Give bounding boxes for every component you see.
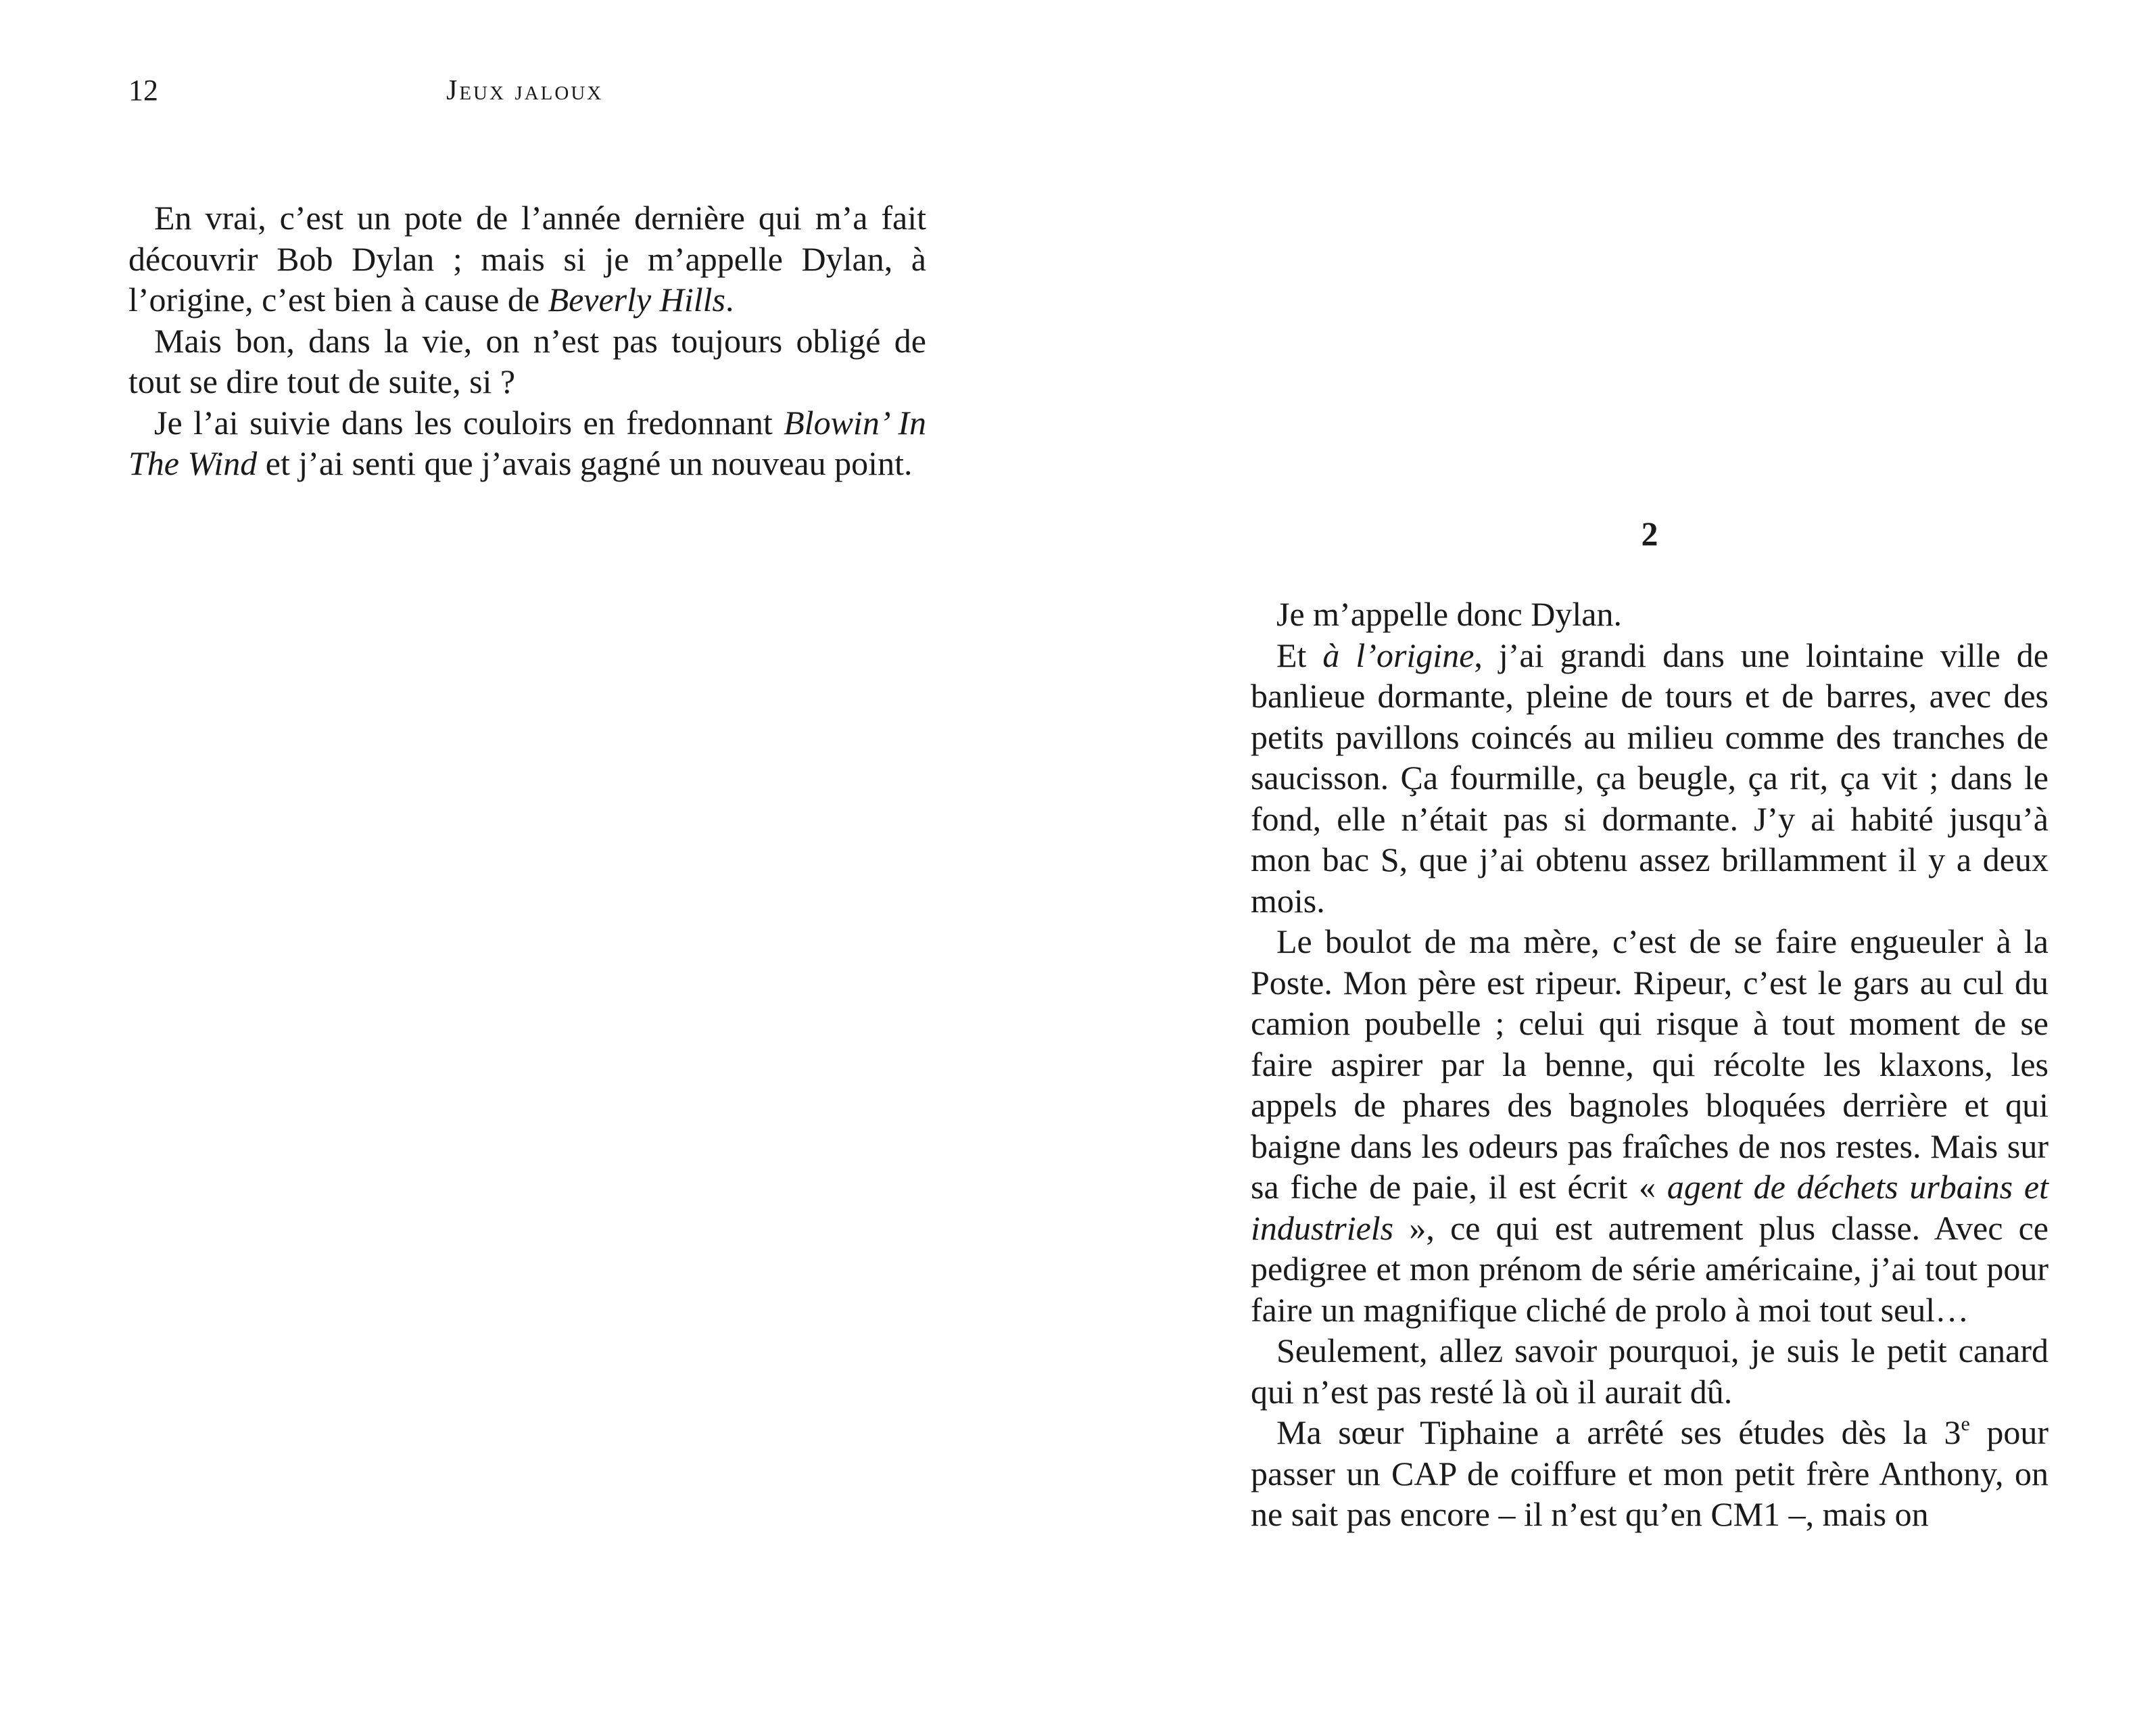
text-run: Ma sœur Tiphaine a arrêté ses études dès la 3	[1276, 1413, 1961, 1451]
paragraph: Je m’appelle donc Dylan.	[1276, 595, 1622, 633]
text-run: et j’ai senti que j’avais gagné un nouveau point.	[257, 444, 913, 482]
text-run: En vrai, c’est un pote de l’année dernière qui m’a fait découvrir Bob Dylan ; mais si je m’appelle Dylan, à l’origine, c’est bien à cause de	[128, 199, 926, 319]
superscript: e	[1961, 1413, 1970, 1435]
paragraph	[128, 402, 926, 484]
text-run: Je l’ai suivie dans les couloirs en fredonnant	[154, 403, 784, 442]
paragraph: Mais bon, dans la vie, on n’est pas toujours obligé de tout se dire tout de suite, si ?	[128, 321, 926, 400]
paragraph: Seulement, allez savoir pourquoi, je suis le petit canard qui n’est pas resté là où il aurait dû.	[1251, 1332, 2049, 1411]
page-number: 12	[128, 74, 158, 107]
paragraph	[1251, 635, 2049, 922]
italic-phrase: à l’origine	[1322, 636, 1475, 674]
running-head	[128, 73, 926, 114]
right-page	[1078, 0, 2156, 1717]
right-text-block	[1251, 594, 2049, 1535]
italic-phrase: agent de déchets urbains et industriels	[1251, 1168, 2049, 1247]
running-title: Jeux jaloux	[446, 75, 604, 106]
chapter-number: 2	[1641, 515, 1658, 552]
paragraph	[128, 197, 926, 321]
italic-song-title: Blowin’ In The Wind	[128, 403, 926, 482]
text-run: pour passer un CAP de coiffure et mon petit frère Anthony, on ne sait pas encore – il n’est qu’en CM1 –, mais on	[1251, 1413, 2049, 1533]
text-run: Et	[1276, 636, 1323, 674]
italic-title: Beverly Hills	[548, 281, 725, 319]
paragraph	[1251, 921, 2049, 1330]
text-run: », ce qui est autrement plus classe. Avec ce pedigree et mon prénom de série américaine, j’ai tout pour faire un magnifique cliché de prolo à moi tout seul…	[1251, 1208, 2049, 1329]
text-run: .	[725, 281, 734, 319]
text-run: , j’ai grandi dans une lointaine ville de banlieue dormante, pleine de tours et de barres, avec des petits pavillons coincés au milieu comme des tranches de saucisson. Ça fourmille, ça beugle, ça rit, ça vit ; dans le fond, elle n’était pas si dormante. J’y ai habité jusqu’à mon bac S, que j’ai obtenu assez brillamment il y a deux mois.	[1251, 636, 2049, 920]
left-text-block	[128, 197, 926, 484]
text-run: Le boulot de ma mère, c’est de se faire engueuler à la Poste. Mon père est ripeur. Ripeur, c’est le gars au cul du camion poubelle ; celui qui risque à tout moment de se faire aspirer par la benne, qui récolte les klaxons, les appels de phares des bagnoles bloquées derrière et qui baigne dans les odeurs pas fraîches de nos restes. Mais sur sa fiche de paie, il est écrit «	[1251, 922, 2049, 1206]
paragraph	[1251, 1412, 2049, 1535]
